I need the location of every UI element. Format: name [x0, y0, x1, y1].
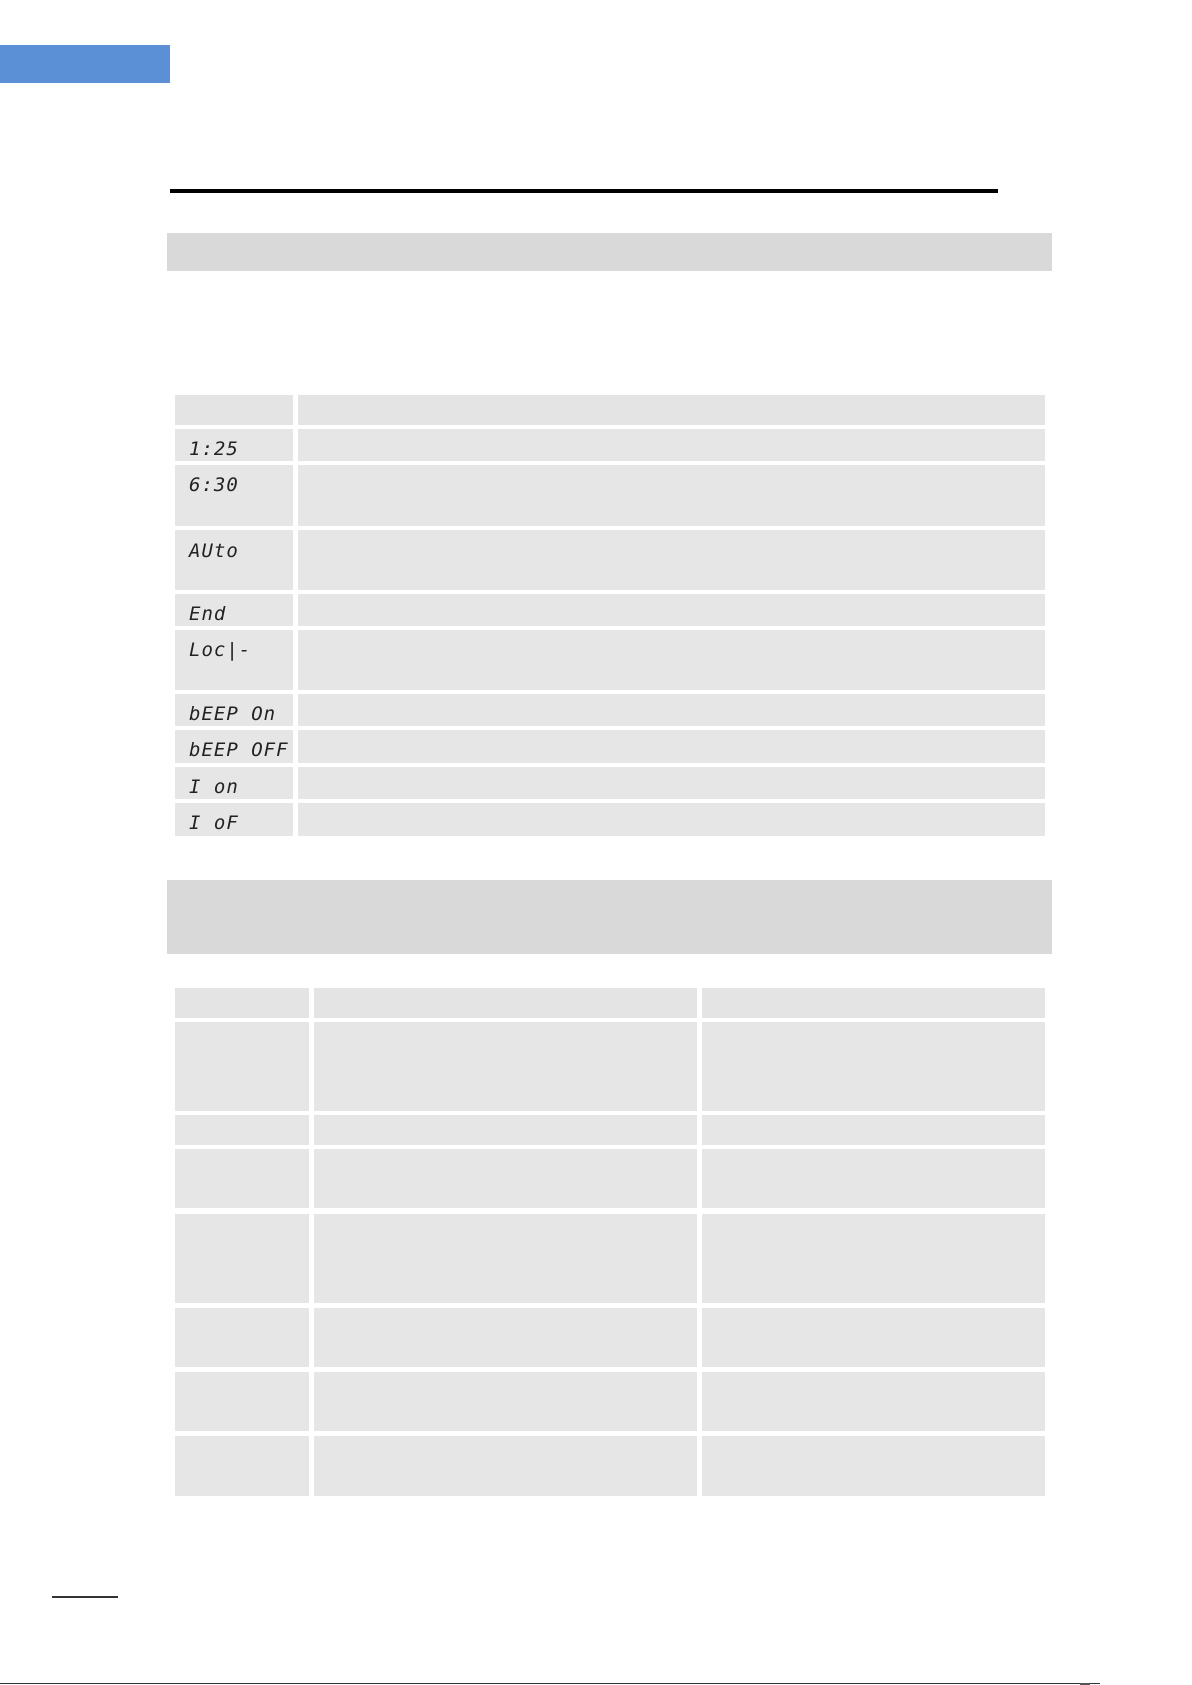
description-cell	[298, 530, 1045, 590]
table-row	[175, 1436, 1045, 1496]
display-code-cell: 6:30	[175, 465, 293, 526]
table-row	[175, 1022, 1045, 1111]
cell-col-2	[314, 1308, 697, 1367]
table-row	[175, 465, 1045, 526]
table-row	[175, 530, 1045, 590]
cell-col-3	[702, 1214, 1045, 1303]
header-tab-marker	[0, 45, 170, 83]
three-column-table	[175, 988, 1045, 1498]
table-row	[175, 1214, 1045, 1303]
cell-col-1	[175, 1372, 309, 1431]
display-code-cell: End	[175, 594, 293, 626]
table-row	[175, 694, 1045, 726]
description-cell	[298, 594, 1045, 626]
display-codes-table	[175, 395, 1045, 845]
cell-col-1	[175, 1022, 309, 1111]
display-code-cell: I on	[175, 767, 293, 799]
cell-col-1	[175, 1149, 309, 1208]
description-cell	[298, 465, 1045, 526]
cell-col-2	[314, 1372, 697, 1431]
table-row	[175, 429, 1045, 461]
header-cell-3	[702, 988, 1045, 1018]
cell-col-1	[175, 1308, 309, 1367]
display-code-cell: AUto	[175, 530, 293, 590]
cell-col-1	[175, 1115, 309, 1145]
table-row	[175, 1308, 1045, 1367]
cell-col-3	[702, 1436, 1045, 1496]
table-row	[175, 730, 1045, 763]
cell-col-3	[702, 1022, 1045, 1111]
header-cell-2	[314, 988, 697, 1018]
cell-col-3	[702, 1115, 1045, 1145]
table-row	[175, 1372, 1045, 1431]
display-code-cell: I oF	[175, 803, 293, 836]
description-cell	[298, 630, 1045, 690]
cell-col-2	[314, 1436, 697, 1496]
table-header-row	[175, 395, 1045, 425]
cell-col-1	[175, 1436, 309, 1496]
header-cell-code	[175, 395, 293, 425]
cell-col-1	[175, 1214, 309, 1303]
cell-col-3	[702, 1372, 1045, 1431]
header-cell-1	[175, 988, 309, 1018]
table-row	[175, 803, 1045, 836]
table-header-row	[175, 988, 1045, 1018]
description-cell	[298, 429, 1045, 461]
cell-col-2	[314, 1149, 697, 1208]
table-row	[175, 767, 1045, 799]
display-code-cell: bEEP On	[175, 694, 293, 726]
display-code-cell: bEEP OFF	[175, 730, 293, 763]
cell-col-2	[314, 1115, 697, 1145]
footer-rule	[0, 1683, 1100, 1684]
table-row	[175, 594, 1045, 626]
cell-col-3	[702, 1149, 1045, 1208]
cell-col-3	[702, 1308, 1045, 1367]
section-heading-display-codes	[167, 233, 1052, 271]
display-code-cell: 1:25	[175, 429, 293, 461]
display-code-cell: Loc|-	[175, 630, 293, 690]
cell-col-2	[314, 1214, 697, 1303]
title-underline	[170, 189, 998, 193]
header-cell-description	[298, 395, 1045, 425]
page-number-underline	[52, 1596, 118, 1598]
description-cell	[298, 730, 1045, 763]
cell-col-2	[314, 1022, 697, 1111]
description-cell	[298, 803, 1045, 836]
description-cell	[298, 694, 1045, 726]
table-row	[175, 630, 1045, 690]
table-row	[175, 1149, 1045, 1208]
description-cell	[298, 767, 1045, 799]
table-row	[175, 1115, 1045, 1145]
section-heading-troubleshooting	[167, 880, 1052, 954]
